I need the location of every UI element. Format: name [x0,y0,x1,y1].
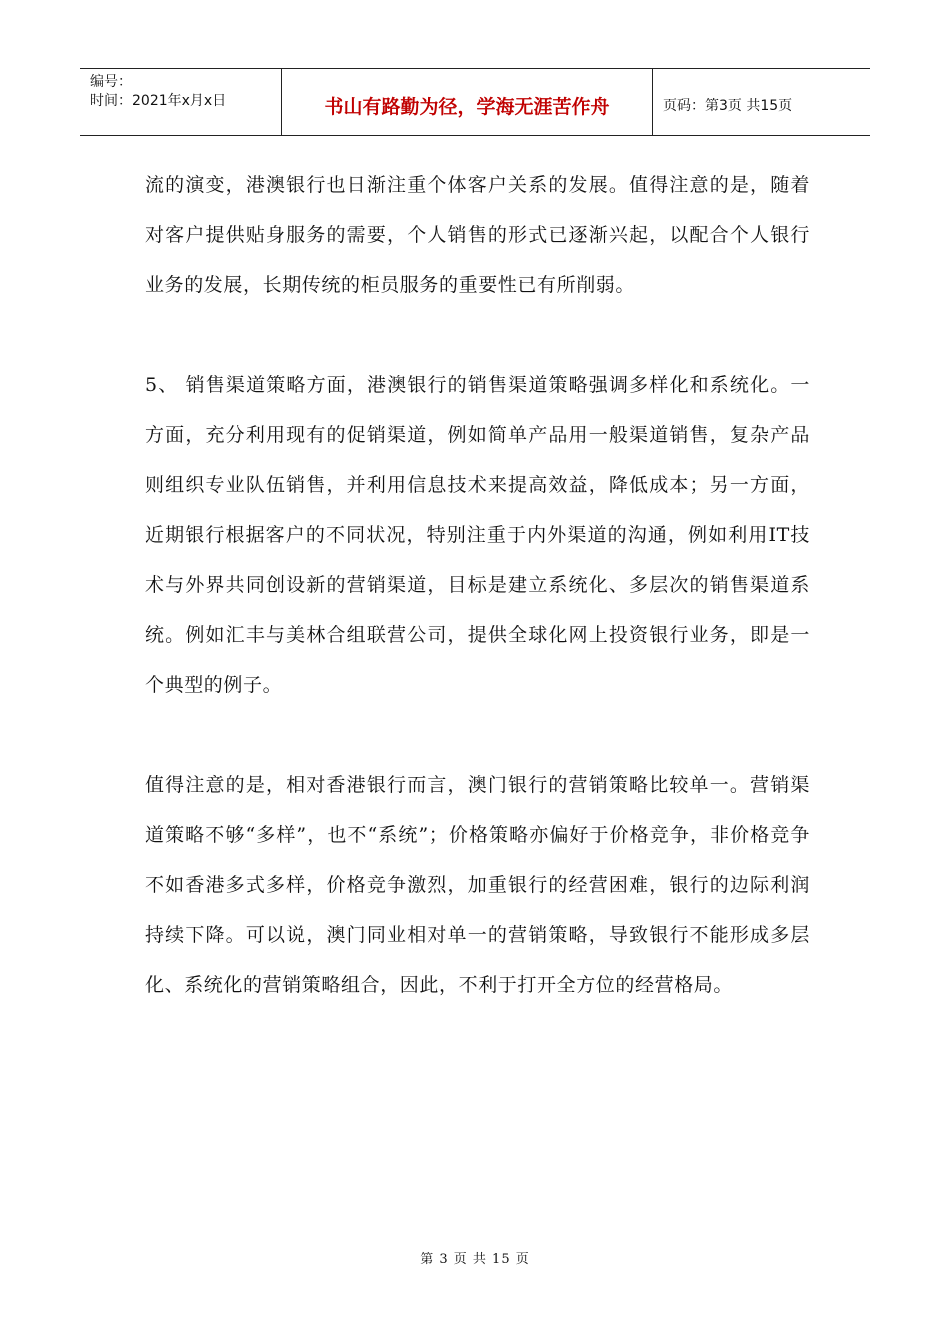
document-time-label: 时间：2021年x月x日 [90,93,227,109]
header-motto: 书山有路勤为径，学海无涯苦作舟 [282,69,653,135]
document-number-label: 编号： [90,74,132,90]
header-page-info: 页码：第3页 共15页 [663,98,793,114]
paragraph-1: 流的演变，港澳银行也日渐注重个体客户关系的发展。值得注意的是，随着对客户提供贴身服务的需要，个人销售的形式已逐渐兴起，以配合个人银行业务的发展，长期传统的柜员服务的重要性已有所削弱。 [145,174,810,296]
header-meta-cell [80,69,282,135]
paragraph-3: 值得注意的是，相对香港银行而言，澳门银行的营销策略比较单一。营销渠道策略不够“多样”，也不“系统”；价格策略亦偏好于价格竞争，非价格竞争不如香港多式多样，价格竞争激烈，加重银行的经营困难，银行的边际利润持续下降。可以说，澳门同业相对单一的营销策略，导致银行不能形成多层化、系统化的营销策略组合，因此，不利于打开全方位的经营格局。 [145,774,810,996]
header-table [80,68,870,136]
document-body [145,160,810,1060]
page-footer: 第 3 页 共 15 页 [420,1252,530,1267]
paragraph-2: 5、 销售渠道策略方面，港澳银行的销售渠道策略强调多样化和系统化。一方面，充分利用现有的促销渠道，例如简单产品用一般渠道销售，复杂产品则组织专业队伍销售，并利用信息技术来提高效益，降低成本；另一方面，近期银行根据客户的不同状况，特别注重于内外渠道的沟通，例如利用IT技术与外界共同创设新的营销渠道，目标是建立系统化、多层次的销售渠道系统。例如汇丰与美林合组联营公司，提供全球化网上投资银行业务，即是一个典型的例子。 [145,374,810,696]
